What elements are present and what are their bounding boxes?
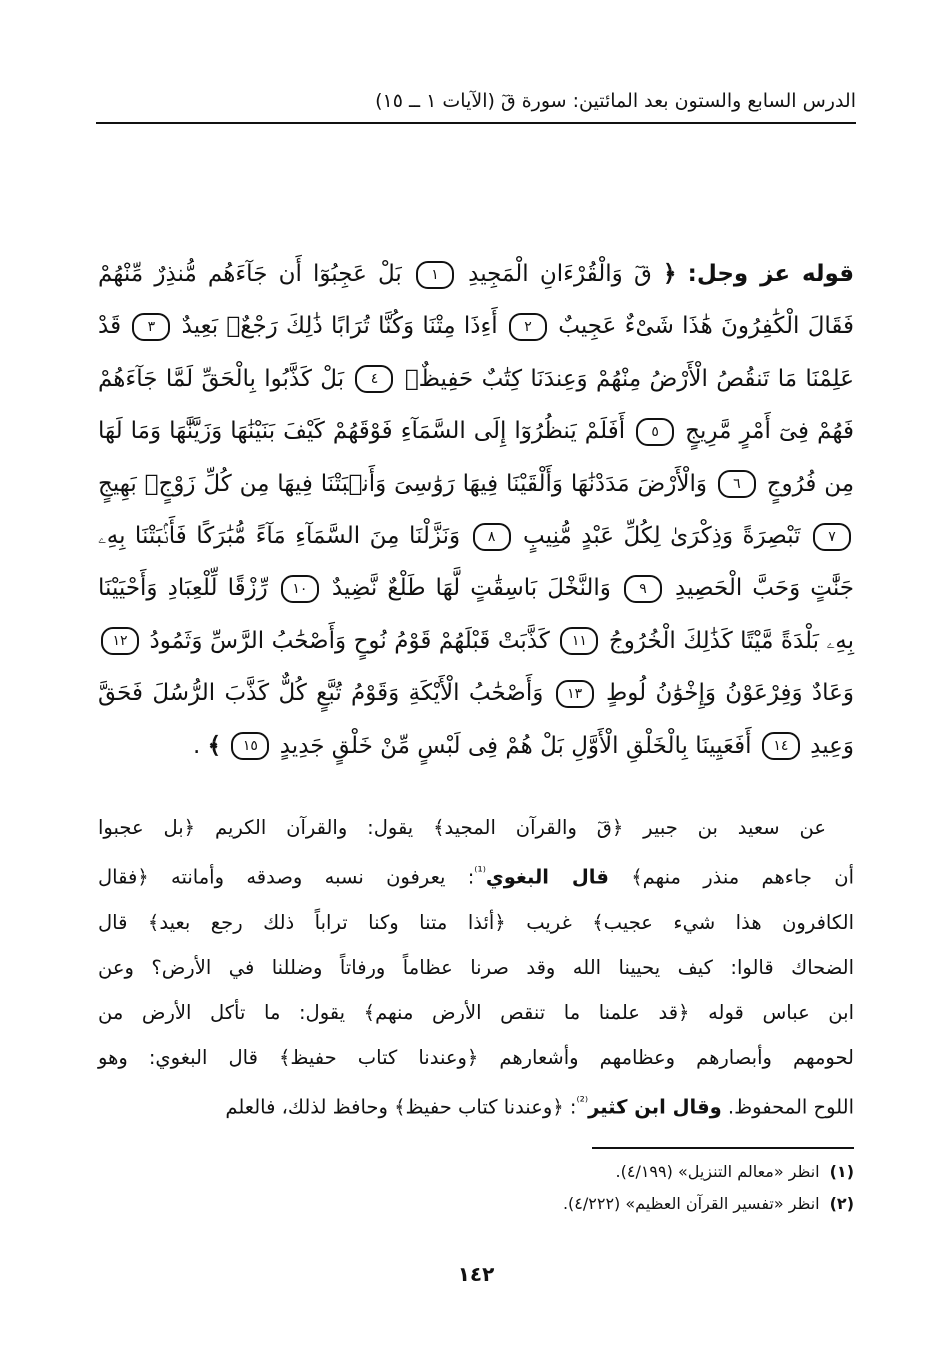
commentary-text: لحومهم وأبصارهم وعظامهم وأشعارهم ﴿وعندنا كتاب حفيظ﴾ قال البغوي: وهو bbox=[98, 1045, 854, 1069]
ayah-number-marker: ٨ bbox=[473, 523, 511, 551]
commentary-line bbox=[98, 900, 854, 945]
ayah-number-marker: ٩ bbox=[624, 575, 662, 603]
page-number: ١٤٢ bbox=[457, 1262, 495, 1286]
close-bracket: ﴾ bbox=[207, 732, 222, 759]
commentary bbox=[98, 805, 854, 1129]
verse-text: بَلْ عَجِبُوٓا أَن جَآءَهُم مُّنذِرٌ مِّنْهُمْ فَقَالَ الْكَٰفِرُونَ هَٰذَا شَىْءٌ عَجِيبٌ bbox=[98, 261, 855, 340]
verse-text: وَالنَّخْلَ بَاسِقَٰتٍ لَّهَا طَلْعٌ نَّضِيدٌ bbox=[331, 575, 611, 602]
ayah-number-marker: ١٠ bbox=[281, 575, 319, 603]
commentary-text: أن جاءهم منذر منهم﴾ bbox=[608, 865, 854, 889]
commentary-text: الكافرون هذا شيء عجيب﴾ غريب ﴿أئذا متنا وكنا تراباً ذلك رجع بعيد﴾ قال bbox=[98, 910, 854, 934]
commentary-line bbox=[98, 1080, 854, 1130]
footnote-number: (٢) bbox=[829, 1194, 854, 1213]
ayah-number-marker: ١١ bbox=[560, 627, 598, 655]
footnote-ref: ⁽²⁾ bbox=[576, 1094, 589, 1110]
verses bbox=[98, 261, 854, 759]
header-rule bbox=[96, 122, 856, 124]
verse-text: بَلْ كَذَّبُوا بِالْحَقِّ لَمَّا جَآءَهُمْ فَهُمْ فِىٓ أَمْرٍ مَّرِيجٍ bbox=[98, 365, 854, 445]
ayah-number-marker: ٥ bbox=[636, 418, 674, 446]
footnote-item bbox=[98, 1156, 854, 1188]
ayah-number-marker: ٤ bbox=[355, 365, 393, 393]
ayah-number-marker: ٧ bbox=[813, 523, 851, 551]
commentary-text: ابن عباس قوله ﴿قد علمنا ما تنقص الأرض منهم﴾ يقول: ما تأكل الأرض من bbox=[98, 1000, 854, 1024]
verse-text: وَالْأَرْضَ مَدَدْنَٰهَا وَأَلْقَيْنَا فِيهَا رَوَٰسِىَ وَأَنۢبَتْنَا فِيهَا مِن كُلِّ زَوْجٍۢ بَهِيجٍ bbox=[98, 470, 707, 497]
verse-text: وَأَصْحَٰبُ الْأَيْكَةِ وَقَوْمُ تُبَّعٍ كُلٌّ كَذَّبَ الرُّسُلَ فَحَقَّ وَعِيدِ bbox=[98, 680, 854, 759]
commentary-line bbox=[98, 1035, 854, 1080]
verse-text: رِّزْقًا لِّلْعِبَادِ وَأَحْيَيْنَا بِهِۦ بَلْدَةً مَّيْتًا كَذَٰلِكَ الْخُرُوجُ bbox=[98, 575, 855, 654]
ayah-number-marker: ١٣ bbox=[556, 680, 594, 708]
ayah-number-marker: ١٥ bbox=[231, 732, 269, 760]
intro-phrase: قوله عز وجل: bbox=[687, 261, 855, 287]
verse-text: أَءِذَا مِتْنَا وَكُنَّا تُرَابًا ذَٰلِكَ رَجْعٌۢ بَعِيدٌ bbox=[181, 313, 498, 340]
footnote-rule bbox=[592, 1147, 854, 1149]
commentary-line bbox=[98, 850, 854, 900]
end-mark: . bbox=[193, 732, 201, 759]
verse-text: كَذَّبَتْ قَبْلَهُمْ قَوْمُ نُوحٍ وَأَصْحَٰبُ الرَّسِّ وَثَمُودُ bbox=[149, 627, 550, 654]
open-bracket: ﴿ bbox=[662, 261, 677, 287]
footnotes bbox=[98, 1156, 854, 1220]
verse-text: أَفَعَيِينَا بِالْخَلْقِ الْأَوَّلِ بَلْ هُمْ فِى لَبْسٍ مِّنْ خَلْقٍ جَدِيدٍ bbox=[279, 732, 752, 759]
footnote-ref: ⁽¹⁾ bbox=[474, 865, 486, 880]
commentary-text: الضحاك قالوا: كيف يحيينا الله وقد صرنا عظاماً ورفاتاً وضللنا في الأرض؟ وعن bbox=[98, 955, 854, 979]
commentary-text: : ﴿وعندنا كتاب حفيظ﴾ وحافظ لذلك، فالعلم bbox=[225, 1095, 577, 1118]
verse-text: قَدْ عَلِمْنَا مَا تَنقُصُ الْأَرْضُ مِنْهُمْ وَعِندَنَا كِتَٰبٌ حَفِيظٌۢ bbox=[98, 313, 855, 392]
footnote-number: (١) bbox=[829, 1162, 854, 1181]
verse-text: قٓ وَالْقُرْءَانِ الْمَجِيدِ bbox=[468, 261, 652, 287]
source-attribution: قال البغوي bbox=[485, 865, 609, 889]
ayah-number-marker: ٢ bbox=[509, 313, 547, 341]
footnote-text: انظر «معالم التنزيل» (٤/١٩٩). bbox=[615, 1162, 820, 1181]
quran-passage bbox=[98, 248, 854, 772]
ayah-number-marker: ١٤ bbox=[762, 732, 800, 760]
verse-text: أَفَلَمْ يَنظُرُوٓا إِلَى السَّمَآءِ فَوْقَهُمْ كَيْفَ بَنَيْنَٰهَا وَزَيَّنَّٰهَا وَمَا لَهَا مِن فُرُوجٍ bbox=[98, 418, 855, 497]
ayah-number-marker: ١ bbox=[416, 261, 454, 289]
verse-text: وَعَادٌ وَفِرْعَوْنُ وَإِخْوَٰنُ لُوطٍ bbox=[606, 680, 854, 707]
commentary-line bbox=[98, 945, 854, 990]
commentary-text: عن سعيد بن جبير ﴿قٓ والقرآن المجيد﴾ يقول: والقرآن الكريم ﴿بل عجبوا bbox=[98, 816, 826, 839]
ayah-number-marker: ٣ bbox=[132, 313, 170, 341]
verse-text: وَنَزَّلْنَا مِنَ السَّمَآءِ مَآءً مُّبَٰرَكًا فَأَنۢبَتْنَا بِهِۦ جَنَّٰتٍ وَحَبَّ الْحَصِيدِ bbox=[98, 523, 855, 602]
footnote-text: انظر «تفسير القرآن العظيم» (٤/٢٢٢). bbox=[562, 1194, 820, 1213]
footnote-item bbox=[98, 1188, 854, 1220]
commentary-text: اللوح المحفوظ. bbox=[721, 1095, 854, 1118]
running-header: الدرس السابع والستون بعد المائتين: سورة قٓ (الآيات ١ ــ ١٥) bbox=[375, 90, 856, 112]
source-attribution: وقال ابن كثير bbox=[588, 1095, 722, 1118]
verse-text: تَبْصِرَةً وَذِكْرَىٰ لِكُلِّ عَبْدٍ مُّنِيبٍ bbox=[523, 523, 801, 550]
ayah-number-marker: ١٢ bbox=[101, 627, 139, 655]
commentary-line bbox=[98, 990, 854, 1035]
ayah-number-marker: ٦ bbox=[718, 470, 756, 498]
commentary-line bbox=[98, 805, 854, 850]
commentary-text: : يعرفون نسبه وصدقه وأمانته ﴿فقال bbox=[98, 865, 475, 889]
